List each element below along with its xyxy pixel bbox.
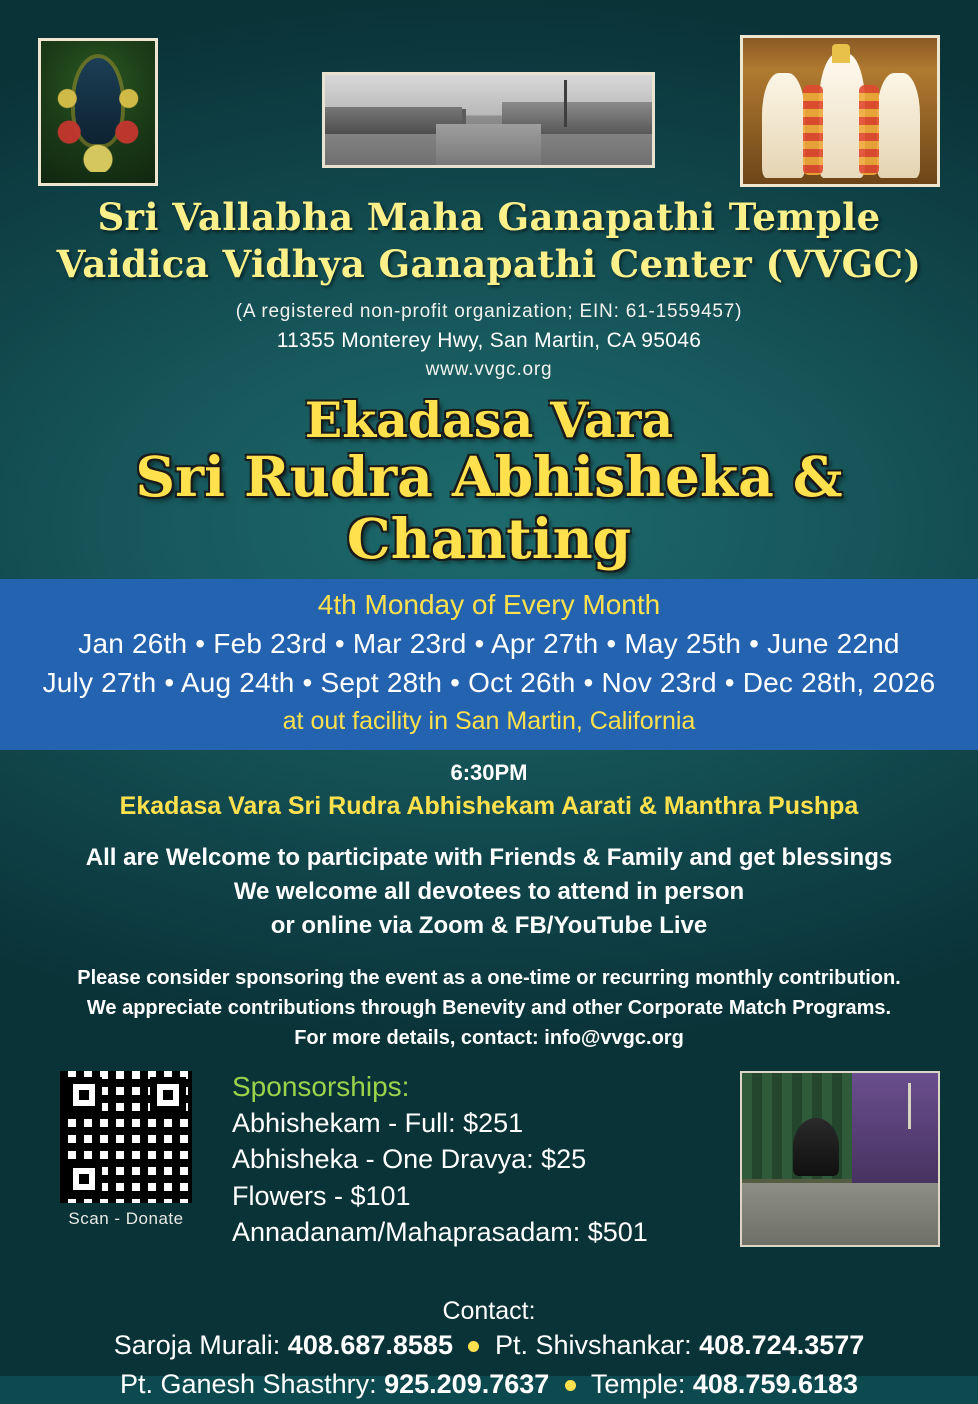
separator-dot-icon [565, 1380, 576, 1391]
temple-name-line2: Vaidica Vidhya Ganapathi Center (VVGC) [56, 242, 922, 287]
event-title-line1: Ekadasa Vara [304, 390, 674, 449]
sponsorship-note-line2: We appreciate contributions through Benevity and other Corporate Match Programs. [86, 996, 892, 1019]
contact-name-2: Pt. Shivshankar: [495, 1329, 692, 1360]
schedule-dates-line1: Jan 26th • Feb 23rd • Mar 23rd • Apr 27th • May 25th • June 22nd [78, 628, 900, 660]
schedule-dates-line2: July 27th • Aug 24th • Sept 28th • Oct 26th • Nov 23rd • Dec 28th, 2026 [42, 666, 936, 698]
qr-code-icon[interactable] [60, 1071, 192, 1203]
contact-line-1 [0, 1326, 978, 1365]
contact-phone-3[interactable]: 925.209.7637 [384, 1368, 550, 1399]
welcome-line1: All are Welcome to participate with Friends & Family and get blessings [85, 843, 893, 871]
org-note: (A registered non-profit organization; EIN: 61-1559457) [235, 300, 743, 322]
event-title-line2: Sri Rudra Abhisheka & Chanting [135, 444, 843, 571]
sponsorship-list [232, 1071, 732, 1251]
sponsorship-heading: Sponsorships: [232, 1070, 410, 1102]
donate-qr-block[interactable] [56, 1071, 196, 1229]
contact-phone-4[interactable]: 408.759.6183 [692, 1368, 859, 1399]
program-ritual: Ekadasa Vara Sri Rudra Abhishekam Aarati & Manthra Pushpa [119, 791, 859, 820]
schedule-band [0, 579, 978, 749]
qr-caption: Scan - Donate [68, 1208, 184, 1228]
sponsorship-note-line1: Please consider sponsoring the event as a one-time or recurring monthly contribution. [77, 966, 901, 989]
temple-name-line1: Sri Vallabha Maha Ganapathi Temple [97, 195, 881, 239]
contact-name-1: Saroja Murali: [113, 1329, 281, 1360]
welcome-text [0, 841, 978, 943]
contact-phone-1[interactable]: 408.687.8585 [287, 1329, 453, 1360]
temple-address: 11355 Monterey Hwy, San Martin, CA 95046 [276, 328, 702, 352]
sponsorship-section [0, 1071, 978, 1281]
sponsorship-note-line3: For more details, contact: info@vvgc.org [294, 1026, 684, 1049]
sponsorship-note [0, 963, 978, 1053]
event-title [0, 390, 978, 571]
sponsorship-item: Annadanam/Mahaprasadam: $501 [232, 1217, 648, 1248]
temple-campus-photo [322, 72, 655, 168]
program-time: 6:30PM [450, 759, 528, 785]
contact-name-3: Pt. Ganesh Shasthry: [119, 1368, 377, 1399]
header-image-row [0, 0, 978, 190]
schedule-frequency: 4th Monday of Every Month [317, 589, 661, 621]
contact-line-2 [0, 1365, 978, 1404]
contact-name-4: Temple: [590, 1368, 686, 1399]
contact-phone-2[interactable]: 408.724.3577 [699, 1329, 865, 1360]
contact-heading: Contact: [442, 1296, 536, 1325]
welcome-line3: or online via Zoom & FB/YouTube Live [270, 911, 708, 939]
deity-photo-left [38, 38, 158, 186]
sponsorship-item: Flowers - $101 [232, 1180, 411, 1211]
shrine-photo [740, 1071, 940, 1247]
title-block [0, 194, 978, 381]
welcome-line2: We welcome all devotees to attend in person [233, 877, 745, 905]
schedule-location: at out facility in San Martin, California [282, 706, 696, 735]
temple-website[interactable]: www.vvgc.org [425, 358, 553, 380]
separator-dot-icon [468, 1341, 479, 1352]
deities-photo-right [740, 35, 940, 187]
sponsorship-item: Abhisheka - One Dravya: $25 [232, 1144, 587, 1175]
sponsorship-item: Abhishekam - Full: $251 [232, 1107, 524, 1138]
